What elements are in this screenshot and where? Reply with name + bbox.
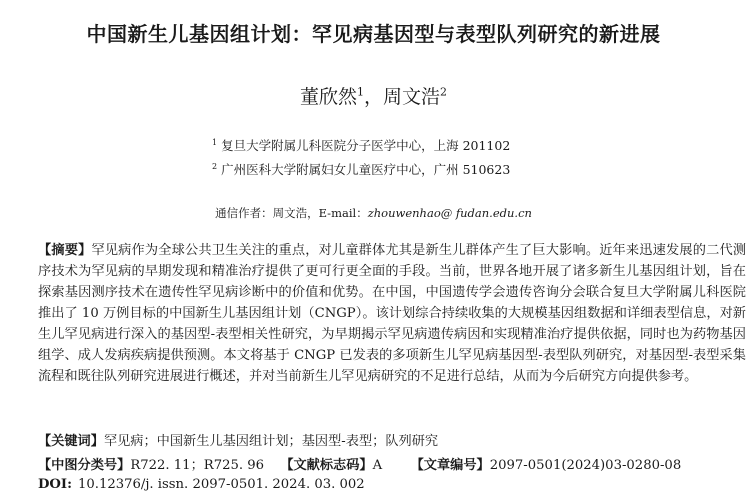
abstract-text: 罕见病作为全球公共卫生关注的重点，对儿童群体尤其是新生儿群体产生了巨大影响。近年来迅速发展的二代测序技术为罕见病的早期发现和精准治疗提供了更可行更全面的手段。当前，世界各地开展了诸多新生儿基因组计划，旨在探索基因测序技术在遗传性罕见病诊断中的价值和优势。在中国，中国遗传学会遗传咨询分会联合复旦大学附属儿科医院推出了 10 万例目标的中国新生儿基因组计划（CNGP）。该计划综合持续收集的大规模基因组数据和详细表型信息，对新生儿罕见病进行深入的基因型-表型相关性研究，为早期揭示罕见病遗传病因和实现精准治疗提供依据，同时也为药物基因组学、成人发病疾病提供预测。本文将基于 CNGP 已发表的多项新生儿罕见病基因型-表型队列研究，对基因型-表型采集流程和既往队列研究进展进行概述，并对当前新生儿罕见病研究的不足进行总结，从而为今后研究方向提供参考。: [38, 243, 747, 384]
article-number-label: 【文章编号】: [410, 458, 490, 473]
keywords-label: 【关键词】: [38, 434, 104, 449]
corresponding-label: 通信作者：周文浩，E-mail：: [215, 206, 368, 220]
keywords-text: 罕见病；中国新生儿基因组计划；基因型-表型；队列研究: [103, 434, 439, 449]
abstract-label: 【摘要】: [38, 243, 92, 258]
classification-line: [38, 454, 681, 473]
author-name: 董欣然: [299, 86, 357, 108]
document-code-label: 【文献标志码】: [280, 458, 373, 473]
corresponding-author: [0, 205, 747, 221]
affiliation-1: [212, 136, 510, 154]
author-line: [0, 82, 747, 109]
clc-value: R722. 11；R725. 96: [130, 458, 265, 473]
author-name: 周文浩: [383, 86, 441, 108]
author-affiliation-mark: 1: [356, 85, 364, 99]
doi-line: [38, 477, 365, 492]
author-separator: ，: [363, 86, 383, 108]
doi-value: 10.12376/j. issn. 2097-0501. 2024. 03. 002: [77, 477, 365, 492]
paper-title: 中国新生儿基因组计划：罕见病基因型与表型队列研究的新进展: [86, 22, 661, 46]
abstract: [38, 240, 746, 387]
author-affiliation-mark: 2: [440, 85, 448, 99]
keywords: [38, 430, 438, 449]
affiliation-mark: 1: [212, 137, 218, 147]
affiliation-text: 复旦大学附属儿科医院分子医学中心，上海 201102: [221, 138, 511, 153]
document-code-value: A: [372, 458, 383, 473]
clc-label: 【中图分类号】: [38, 458, 131, 473]
affiliation-2: [212, 160, 510, 178]
article-number-value: 2097-0501(2024)03-0280-08: [489, 458, 682, 473]
doi-label: DOI:: [38, 477, 72, 492]
affiliation-text: 广州医科大学附属妇女儿童医疗中心，广州 510623: [221, 162, 511, 177]
corresponding-email: zhouwenhao@ fudan.edu.cn: [367, 206, 532, 220]
affiliation-mark: 2: [212, 161, 218, 171]
